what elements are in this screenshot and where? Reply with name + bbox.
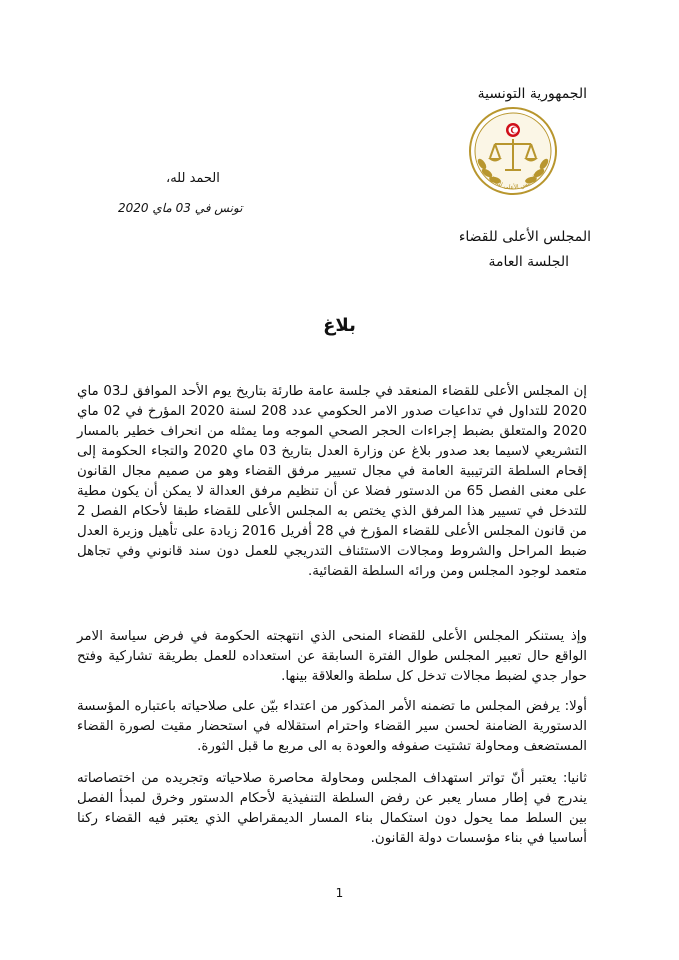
page-number: 1 bbox=[335, 886, 344, 900]
document-title: بلاغ bbox=[323, 315, 356, 336]
opening-greeting: الحمد لله، bbox=[166, 171, 220, 186]
paragraph-intro: إن المجلس الأعلى للقضاء المنعقد في جلسة عامة طارئة بتاريخ يوم الأحد الموافق لـ03 ماي 2020 للتداول في تداعيات صدور الامر الحكومي عدد 208 لسنة 2020 المؤرخ في 02 ماي 2020 والمتعلق بضبط إجراءات الحجر الصحي الموجه وما يمثله من انحراف خطير بالمسار التشريعي لاسيما بعد صدور بلاغ عن وزارة العدل بتاريخ 03 ماي 2020 والتجاء الحكومة إلى إقحام السلطة الترتيبية العامة في مجال تسيير مرفق القضاء وهو من صميم مجال القانون على معنى الفصل 65 من الدستور فضلا عن أن تنظيم مرفق العدالة لا يمكن أن يكون مطية للتدخل في تسيير هذا المرفق الذي يختص به المجلس الأعلى للقضاء طبقا لأحكام الفصل 2 من قانون المجلس الأعلى للقضاء المؤرخ في 28 أفريل 2016 زيادة على تأهيل وزيرة العدل ضبط المراحل والشروط ومجالات الاستئناف التدريجي للعمل دون سند قانوني وفي تجاهل متعمد لوجود المجلس ومن ورائه السلطة القضائية. bbox=[77, 384, 588, 579]
svg-text:المجلس الأعلى للقضاء: المجلس الأعلى للقضاء bbox=[486, 173, 540, 192]
council-emblem-logo bbox=[468, 106, 558, 196]
country-name: الجمهورية التونسية bbox=[477, 86, 587, 102]
council-name: المجلس الأعلى للقضاء bbox=[458, 229, 591, 245]
paragraph-second-point: ثانيا: يعتبر أنّ تواتر استهداف المجلس ومحاولة محاصرة صلاحياته وتجريده من اختصاصاته يندرج في إطار مسار يعبر عن رفض السلطة التنفيذية لأحكام الدستور وخرق لمبدأ الفصل بين السلط مما يحول دون استكمال بناء المسار الديمقراطي الذي يعتبر فيه القضاء ركنا أساسيا في بناء مؤسسات دولة القانون. bbox=[77, 771, 587, 846]
paragraph-first-point: أولا: يرفض المجلس ما تضمنه الأمر المذكور من اعتداء بيّن على صلاحياته باعتباره المؤسسة الدستورية الضامنة لحسن سير القضاء واحترام استقلاله في استحضار مقيت لصورة القضاء المستضعف ومحاولة تشتيت صفوفه والعودة به الى مربع ما قبل الثورة. bbox=[77, 699, 587, 754]
document-date: تونس في 03 ماي 2020 bbox=[118, 201, 243, 215]
session-name: الجلسة العامة bbox=[488, 254, 569, 270]
paragraph-denounce: وإذ يستنكر المجلس الأعلى للقضاء المنحى الذي انتهجته الحكومة في فرض سياسة الامر الواقع حال تعبير المجلس طوال الفترة السابقة عن استعداده للعمل بطريقة تشاركية وفتح حوار جدي لضبط مجالات تدخل كل سلطة والعلاقة بينها. bbox=[77, 629, 587, 684]
